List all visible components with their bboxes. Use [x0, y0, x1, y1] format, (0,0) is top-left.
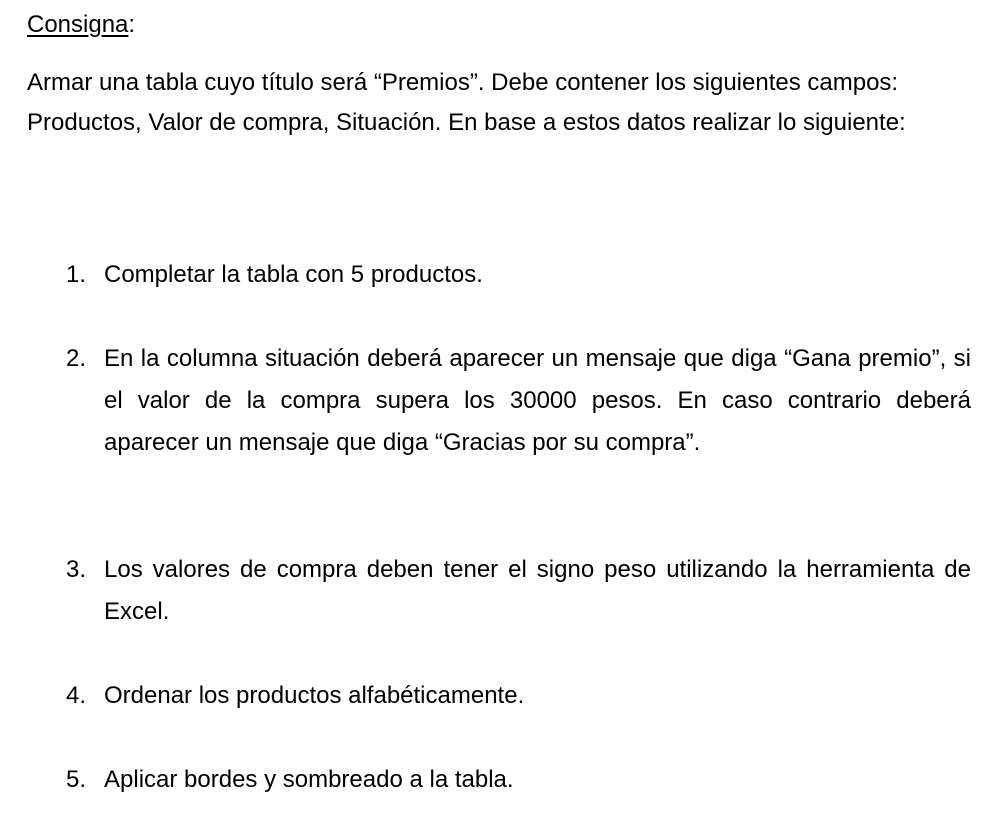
list-item-number: 1.	[66, 261, 87, 288]
list-item-number: 3.	[66, 556, 87, 583]
list-item-text: Ordenar los productos alfabéticamente.	[104, 682, 525, 709]
list-item-text: Aplicar bordes y sombreado a la tabla.	[104, 766, 514, 793]
list-item-text: En la columna situación deberá aparecer un mensaje que diga “Gana premio”, si el valor de la compra supera los 30000 pesos. En caso contrario deberá aparecer un mensaje que diga “Gracias por su compra”.	[104, 345, 971, 456]
list-item-number: 5.	[66, 766, 87, 793]
list-item-number: 4.	[66, 682, 87, 709]
list-item-text: Completar la tabla con 5 productos.	[104, 261, 483, 288]
intro-paragraph: Armar una tabla cuyo título será “Premios”. Debe contener los siguientes campos: Productos, Valor de compra, Situación. En base a estos datos realizar lo siguiente:	[27, 69, 906, 136]
heading-colon: :	[128, 11, 136, 38]
heading-word: Consigna	[27, 11, 129, 38]
list-item-text: Los valores de compra deben tener el signo peso utilizando la herramienta de Excel.	[104, 556, 971, 625]
list-item-number: 2.	[66, 345, 87, 372]
assignment-heading	[27, 9, 135, 41]
